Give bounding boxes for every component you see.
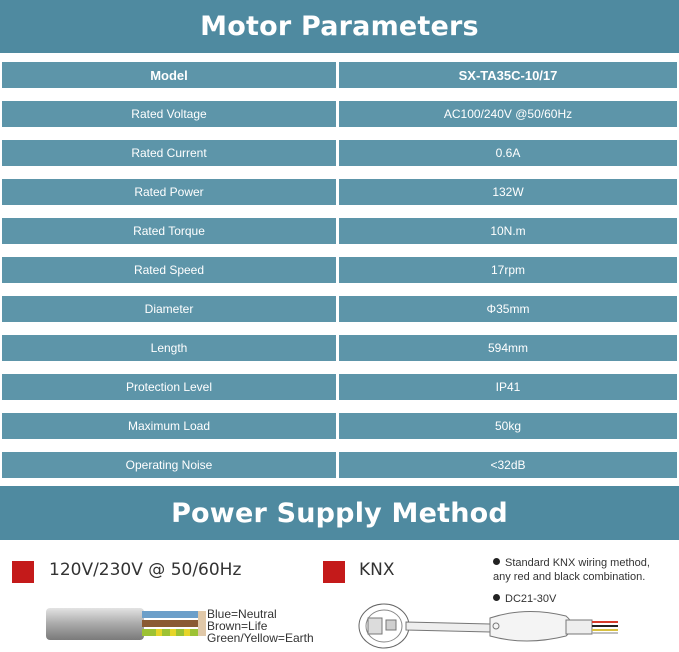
param-value: 0.6A (339, 140, 677, 166)
motor-parameters-title (0, 0, 679, 53)
knx-motor-cable-icon (356, 598, 622, 652)
ac-cable-icon (46, 602, 211, 646)
param-label: Model (2, 62, 336, 88)
motor-parameters-title-text: Motor Parameters (200, 11, 479, 42)
param-label: Rated Speed (2, 257, 336, 283)
param-value: 50kg (339, 413, 677, 439)
wire-label-blue: Blue=Neutral (207, 607, 277, 621)
knx-option-marker (323, 561, 345, 583)
param-value: 132W (339, 179, 677, 205)
param-value: Φ35mm (339, 296, 677, 322)
table-row (2, 335, 677, 361)
param-label: Diameter (2, 296, 336, 322)
bullet-icon (493, 558, 500, 565)
param-value: SX-TA35C-10/17 (339, 62, 677, 88)
knx-voltage-text: DC21-30V (505, 593, 557, 605)
knx-option-label: KNX (359, 560, 395, 580)
knx-note-line2: any red and black combination. (493, 571, 646, 583)
table-row (2, 413, 677, 439)
param-label: Protection Level (2, 374, 336, 400)
table-row (2, 296, 677, 322)
param-label: Rated Current (2, 140, 336, 166)
param-value: IP41 (339, 374, 677, 400)
power-supply-title (0, 486, 679, 540)
table-row (2, 257, 677, 283)
wire-label-brown: Brown=Life (207, 619, 268, 633)
param-value: <32dB (339, 452, 677, 478)
power-supply-section (0, 540, 679, 652)
knx-note (493, 556, 650, 584)
table-row (2, 140, 677, 166)
power-supply-title-text: Power Supply Method (171, 497, 508, 529)
table-row (2, 218, 677, 244)
param-value: 17rpm (339, 257, 677, 283)
table-row (2, 101, 677, 127)
param-label: Length (2, 335, 336, 361)
param-value: 10N.m (339, 218, 677, 244)
table-row (2, 179, 677, 205)
table-row (2, 374, 677, 400)
param-value: 594mm (339, 335, 677, 361)
wire-label-green-yellow: Green/Yellow=Earth (207, 631, 314, 645)
param-label: Maximum Load (2, 413, 336, 439)
knx-note-line1: Standard KNX wiring method, (505, 557, 650, 569)
param-value: AC100/240V @50/60Hz (339, 101, 677, 127)
table-row-model (2, 62, 677, 88)
table-row (2, 452, 677, 478)
param-label: Operating Noise (2, 452, 336, 478)
ac-option-label: 120V/230V @ 50/60Hz (49, 560, 242, 580)
param-label: Rated Torque (2, 218, 336, 244)
ac-option-marker (12, 561, 34, 583)
param-label: Rated Voltage (2, 101, 336, 127)
param-label: Rated Power (2, 179, 336, 205)
